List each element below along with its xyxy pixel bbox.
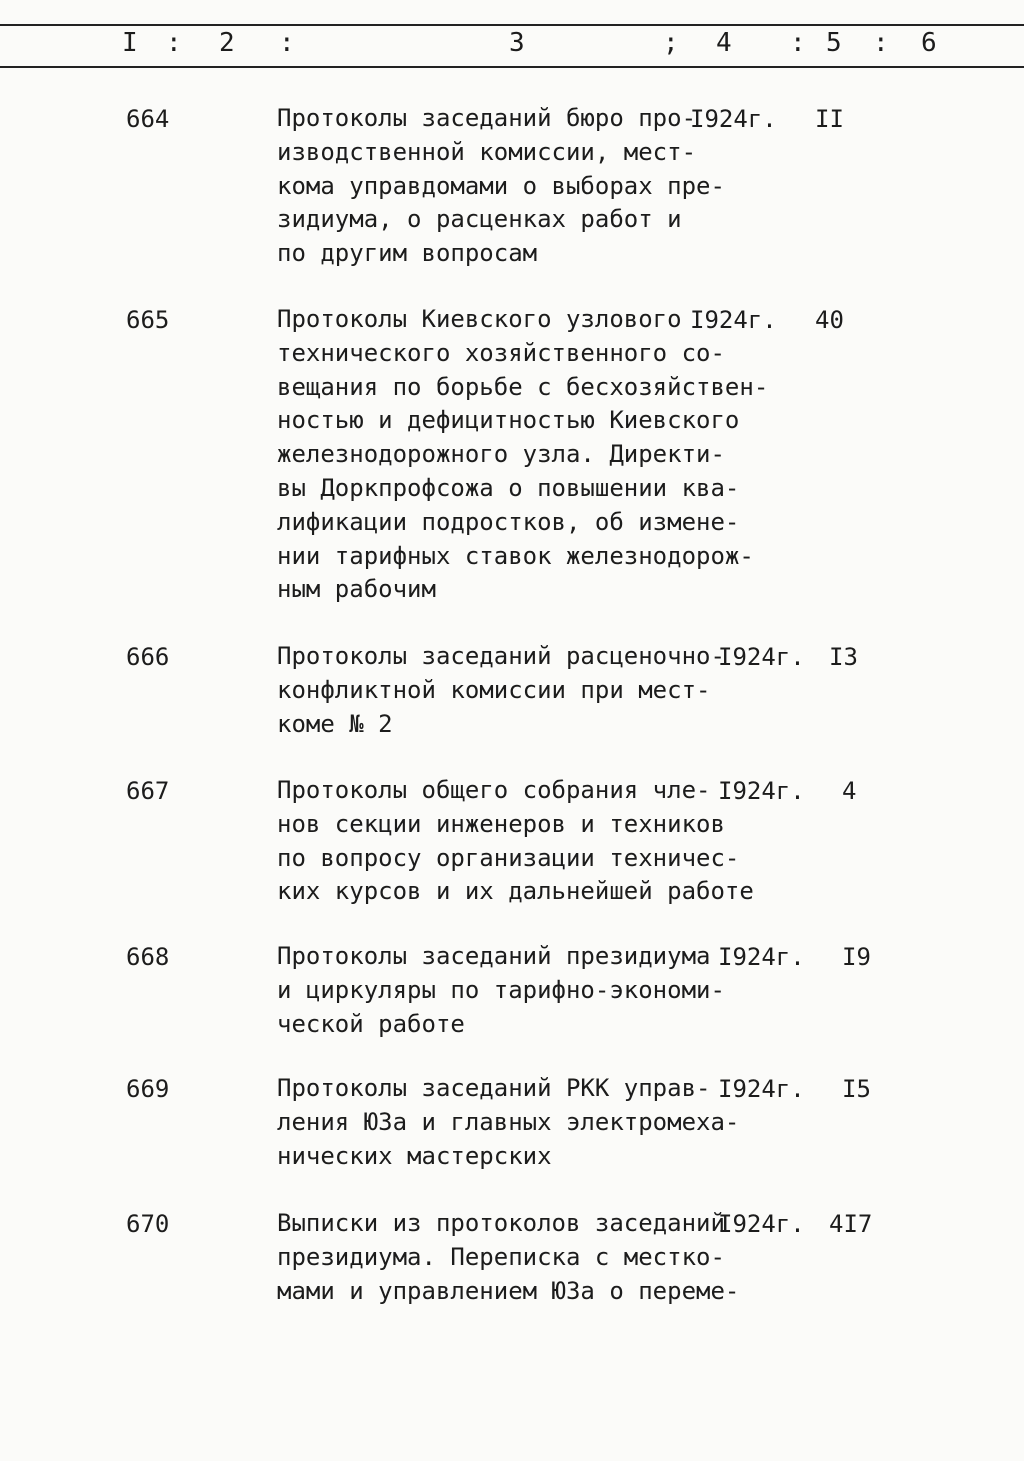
header-top-rule <box>0 24 1024 26</box>
entry-sheets: I5 <box>842 1075 871 1103</box>
entry-description <box>277 774 754 909</box>
entry-year: I924г. <box>690 105 777 133</box>
header-col2: 2 <box>219 28 235 58</box>
description-line: вещания по борьбе с бесхозяйствен- <box>277 372 769 401</box>
entry-sheets: I9 <box>842 943 871 971</box>
description-line: Протоколы заседаний бюро про- <box>277 104 697 132</box>
entry-number: 666 <box>126 643 170 671</box>
description-line: нов секции инженеров и техников <box>277 809 725 838</box>
description-line: коме № 2 <box>277 709 393 738</box>
entry-number: 670 <box>126 1210 170 1238</box>
entry-number: 668 <box>126 943 170 971</box>
description-line: кома управдомами о выборах пре- <box>277 171 725 200</box>
entry-number: 667 <box>126 777 170 805</box>
description-line: ких курсов и их дальнейшей работе <box>277 877 754 906</box>
entry-year: I924г. <box>718 643 805 671</box>
entry-sheets: I3 <box>829 643 858 671</box>
description-line: ностью и дефицитностью Киевского <box>277 406 740 435</box>
description-line: изводственной комиссии, мест- <box>277 137 697 166</box>
description-line: ным рабочим <box>277 575 436 604</box>
description-line: ческой работе <box>277 1009 465 1038</box>
header-col4: 4 <box>716 28 732 58</box>
entry-sheets: II <box>815 105 844 133</box>
description-line: Протоколы заседаний РКК управ- <box>277 1074 711 1102</box>
entry-description <box>277 303 768 607</box>
header-col3: 3 <box>509 28 525 58</box>
entry-number: 665 <box>126 306 170 334</box>
entry-number: 664 <box>126 105 170 133</box>
description-line: лификации подростков, об измене- <box>277 507 740 536</box>
description-line: нии тарифных ставок железнодорож- <box>277 541 754 570</box>
header-col1: I <box>122 28 138 58</box>
description-line: мами и управлением ЮЗа о переме- <box>277 1276 740 1305</box>
description-line: Протоколы заседаний расценочно- <box>277 642 725 670</box>
entry-description <box>277 1072 739 1173</box>
description-line: Выписки из протоколов заседаний <box>277 1209 725 1237</box>
entry-description <box>277 940 725 1041</box>
entry-year: I924г. <box>718 943 805 971</box>
description-line: Протоколы Киевского узлового <box>277 305 682 333</box>
header-col6: 6 <box>921 28 937 58</box>
description-line: Протоколы общего собрания чле- <box>277 776 711 804</box>
header-sep5: : <box>873 28 889 58</box>
header-bottom-rule <box>0 66 1024 68</box>
description-line: и циркуляры по тарифно-экономи- <box>277 975 725 1004</box>
header-sep3: ; <box>663 28 679 58</box>
description-line: зидиума, о расценках работ и <box>277 205 682 234</box>
description-line: по другим вопросам <box>277 239 538 268</box>
header-sep2: : <box>279 28 295 58</box>
description-line: Протоколы заседаний президиума <box>277 942 711 970</box>
entry-year: I924г. <box>718 1210 805 1238</box>
entry-number: 669 <box>126 1075 170 1103</box>
description-line: по вопросу организации техничес- <box>277 843 740 872</box>
entry-description <box>277 102 725 271</box>
entry-description <box>277 1207 739 1308</box>
description-line: вы Доркпрофсожа о повышении ква- <box>277 473 740 502</box>
entry-sheets: 4I7 <box>829 1210 873 1238</box>
entry-year: I924г. <box>690 306 777 334</box>
header-sep4: : <box>790 28 806 58</box>
header-sep1: : <box>166 28 182 58</box>
description-line: технического хозяйственного со- <box>277 338 725 367</box>
header-col5: 5 <box>826 28 842 58</box>
description-line: железнодорожного узла. Директи- <box>277 440 725 469</box>
description-line: конфликтной комиссии при мест- <box>277 675 711 704</box>
entry-description <box>277 640 725 741</box>
description-line: президиума. Переписка с местко- <box>277 1242 725 1271</box>
entry-sheets: 4 <box>842 777 857 805</box>
description-line: ления ЮЗа и главных электромеха- <box>277 1107 740 1136</box>
entry-sheets: 40 <box>815 306 844 334</box>
entry-year: I924г. <box>718 1075 805 1103</box>
entry-year: I924г. <box>718 777 805 805</box>
description-line: нических мастерских <box>277 1141 552 1170</box>
